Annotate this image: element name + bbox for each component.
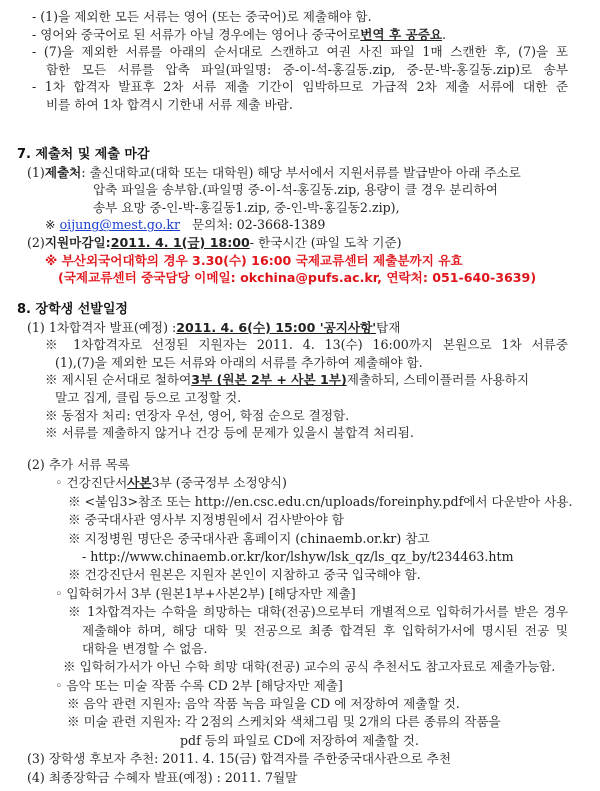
health-item xyxy=(55,474,600,492)
note-line: ※ 지정병원 명단은 중국대사관 홈페이지 (chinaemb.or.kr) 참고 xyxy=(68,530,430,546)
note-line: ※ 서류를 제출하지 않거나 건강 등에 문제가 있을시 불합격 처리됨. xyxy=(45,425,414,441)
note-line: ※ 1차합격자로 선정된 지원자는 2011. 4. 13(수) 16:00까지 본원으로 1차 서류중 xyxy=(45,337,568,353)
note-text: ※ 제시된 순서대로 철하여 xyxy=(45,372,192,388)
note-line: 제출해야 하며, 해당 대학 및 전공으로 최종 합격된 후 입학허가서에 명시된 전공 및 xyxy=(82,622,568,638)
announcement-date: 2011. 4. 6(수) 15:00 '공지사항' xyxy=(176,319,377,335)
submission-line: 압축 파일을 송부함.(파일명 중-이-석-홍길동.zip, 용량이 클 경우 분리하여 xyxy=(93,182,498,198)
final-announcement-line: (4) 최종장학금 수혜자 발표(예정) : 2011. 7월말 xyxy=(27,769,298,785)
section-7 xyxy=(0,146,600,287)
deadline-label: 지원마감일 xyxy=(44,234,106,250)
note-line: - (7)을 제외한 서류를 아래의 순서대로 스캔하고 여권 사진 파일 1매 스캔한 후, (7)을 포 xyxy=(32,44,568,60)
note-text: . xyxy=(442,26,447,42)
submission-text: : 출신대학교(대학 또는 대학원) 해당 부서에서 지원서류를 발급받아 아래 주소로 xyxy=(81,164,521,180)
note-line: 비를 하여 1차 합격시 기한내 서류 제출 바람. xyxy=(46,96,293,112)
url-line: - http://www.chinaemb.or.kr/kor/lshyw/lsk_qz/ls_qz_by/t234463.htm xyxy=(82,548,514,564)
note-line: ※ 건강진단서 원본은 지원자 본인이 지참하고 중국 입국해야 함. xyxy=(68,567,421,583)
section-title: 7. 제출처 및 제출 마감 xyxy=(17,147,150,162)
copy-label: 사본 xyxy=(127,475,152,491)
note-line: ※ 동점자 처리: 연장자 우선, 영어, 학점 순으로 결정함. xyxy=(45,407,350,423)
note-line: ※ <붙임3>참조 또는 http://en.csc.edu.cn/uploads/foreinphy.pdf에서 다운받아 사용. xyxy=(68,493,573,509)
subsection-title: (2) 추가 서류 목록 xyxy=(27,457,130,472)
recommendation-line: (3) 장학생 후보자 추천: 2011. 4. 15(금) 합격자를 주한중국대사관으로 추천 xyxy=(27,751,452,767)
deadline-note: - 한국시간 (파일 도착 기준) xyxy=(249,234,402,250)
note-line: - (1)을 제외한 모든 서류는 영어 (또는 중국어)로 제출해야 함. xyxy=(32,9,372,24)
announcement-post: 탑재 xyxy=(376,319,401,335)
item-text: ◦ 건강진단서 xyxy=(55,475,128,491)
pufs-notice: ※ 부산외국어대학의 경우 3.30(수) 16:00 국제교류센터 제출분까지 유효 xyxy=(45,252,463,268)
note-text: - 영어와 중국어로 된 서류가 아닐 경우에는 영어나 중국어로 xyxy=(32,26,361,42)
note-line: pdf 등의 파일로 CD에 저장하여 제출할 것. xyxy=(180,732,419,748)
deadline-line xyxy=(27,234,600,252)
pufs-contact: (국제교류센터 중국담당 이메일: okchina@pufs.ac.kr, 연락처: 051-640-3639) xyxy=(58,270,537,286)
note-line: ※ 미술 관련 지원자: 각 2점의 스케치와 색채그림 및 2개의 다른 종류의 작품을 xyxy=(67,714,501,730)
contact-phone: 문의처: 02-3668-1389 xyxy=(192,217,326,233)
note-line: ※ 음악 관련 지원자: 음악 작품 녹음 파일을 CD 에 저장하여 제출할 것. xyxy=(67,696,460,712)
note-line: ※ 1차합격자는 수학을 희망하는 대학(전공)으로부터 개별적으로 입학허가서를 받은 경우 xyxy=(68,604,568,620)
section-8 xyxy=(0,301,600,442)
submission-line: 송부 요망 중-인-박-홍길동1.zip, 중-인-박-홍길동2.zip), xyxy=(93,199,400,215)
note-line: 함한 모든 서류를 압축 파일(파일명: 중-이-석-홍길동.zip, 중-문-박-홍길동.zip)로 송부 xyxy=(46,61,568,77)
note-text: 제출하되, 스테이플러를 사용하지 xyxy=(346,372,530,388)
note-line xyxy=(32,26,600,44)
item-text: 3부 (중국정부 소정양식) xyxy=(151,475,287,491)
note-line: - 1차 합격자 발표후 2차 서류 제출 기간이 임박하므로 가급적 2차 제출 서류에 대한 준 xyxy=(32,79,568,95)
submission-label: 제출처 xyxy=(44,164,82,180)
note-line: ※ 입학허가서가 아닌 수학 희망 대학(전공) 교수의 공식 추천서도 참고자료로 제출가능함. xyxy=(63,659,556,675)
item-number: (2) xyxy=(27,234,45,250)
copies-notice: 3부 (원본 2부 + 사본 1부) xyxy=(191,372,347,388)
item-number: (1) xyxy=(27,164,45,180)
section-title: 8. 장학생 선발일정 xyxy=(17,302,128,317)
announcement-line xyxy=(27,319,600,337)
deadline-date: 2011. 4. 1(금) 18:00 xyxy=(110,234,250,250)
note-line: 말고 집게, 클립 등으로 고정할 것. xyxy=(55,389,242,405)
additional-documents xyxy=(0,456,600,787)
cd-item: ◦ 음악 또는 미술 작품 수록 CD 2부 [해당자만 제출] xyxy=(55,677,343,693)
reference-mark: ※ xyxy=(45,217,56,233)
translation-notice: 번역 후 공증요 xyxy=(360,26,443,42)
admission-item: ◦ 입학허가서 3부 (원본1부+사본2부) [해당자만 제출] xyxy=(55,585,356,601)
notes-block xyxy=(0,8,600,114)
note-line: 대학을 변경할 수 없음. xyxy=(82,640,208,656)
note-line xyxy=(45,371,600,389)
announcement-label: (1) 1차합격자 발표(예정) : xyxy=(27,319,177,335)
submission-line xyxy=(27,164,600,182)
contact-line xyxy=(45,216,600,234)
email-link[interactable]: oijung@mest.go.kr xyxy=(59,217,180,233)
colon: : xyxy=(105,234,111,250)
note-line: ※ 중국대사관 영사부 지정병원에서 검사받아야 함 xyxy=(68,512,344,528)
note-line: (1),(7)을 제외한 모든 서류와 아래의 서류를 추가하여 제출해야 함. xyxy=(55,354,423,370)
